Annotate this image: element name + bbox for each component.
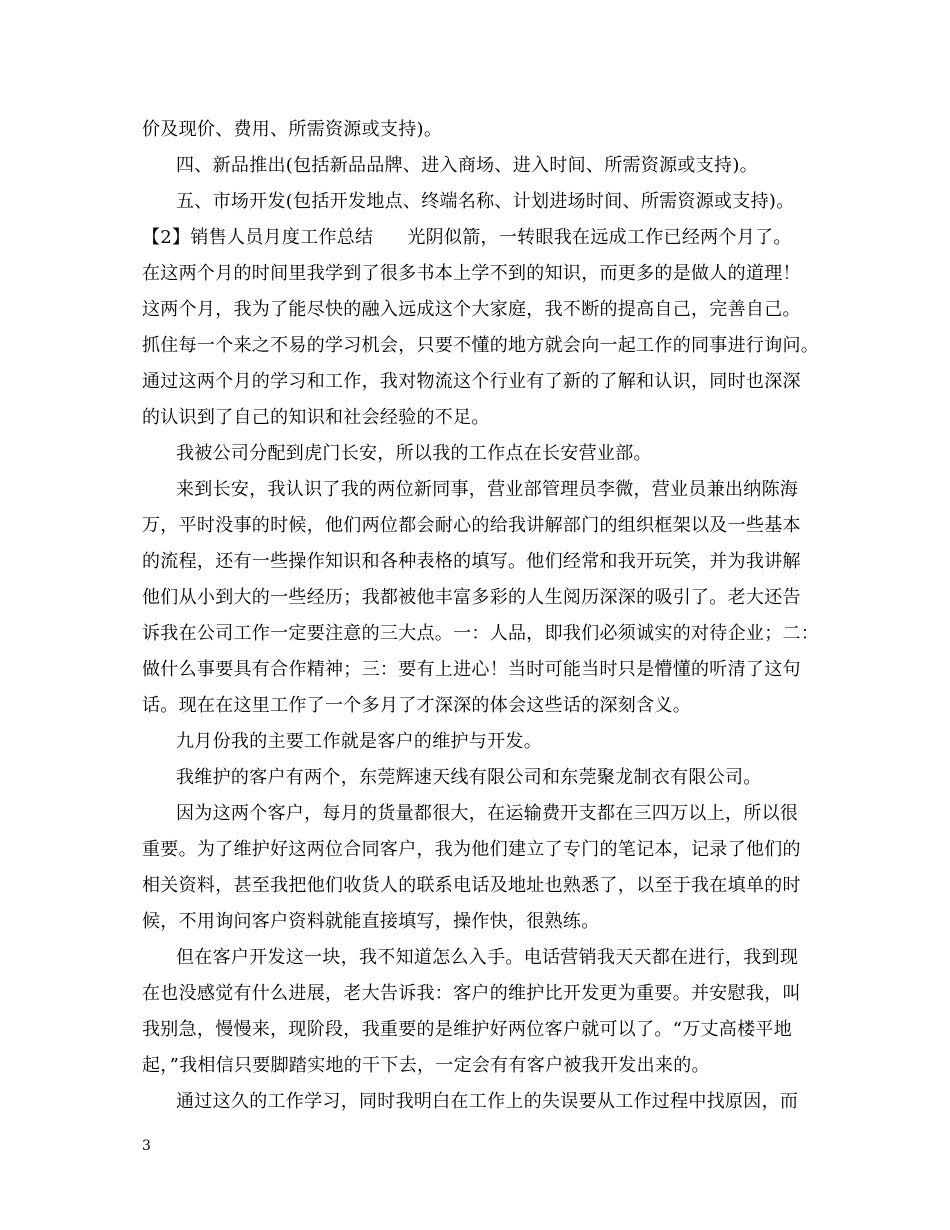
page-number: 3 [142,1138,151,1154]
text-line: 相关资料，甚至我把他们收货人的联系电话及地址也熟悉了，以至于我在填单的时 [142,875,801,896]
text-line: 通过这久的工作学习，同时我明白在工作上的失误要从工作过程中找原因，而 [176,1091,799,1112]
text-line: 在这两个月的时间里我学到了很多书本上学不到的知识，而更多的是做人的道理！ [142,263,801,284]
text-line: 但在客户开发这一块，我不知道怎么入手。电话营销我天天都在进行，我到现 [176,947,799,968]
text-line: 价及现价、费用、所需资源或支持)。 [142,119,443,140]
text-line: 在也没感觉有什么进展，老大告诉我：客户的维护比开发更为重要。并安慰我，叫 [142,983,801,1004]
text-line: 的认识到了自己的知识和社会经验的不足。 [142,407,490,428]
text-line: 四、新品推出(包括新品品牌、进入商场、进入时间、所需资源或支持)。 [176,155,758,176]
text-line: 重要。为了维护好这两位合同客户，我为他们建立了专门的笔记本，记录了他们的 [142,839,801,860]
section-heading-line [142,220,814,256]
text-line: 通过这两个月的学习和工作，我对物流这个行业有了新的了解和认识，同时也深深 [142,371,801,392]
text-line: 我被公司分配到虎门长安，所以我的工作点在长安营业部。 [176,443,652,464]
text-line: 五、市场开发(包括开发地点、终端名称、计划进场时间、所需资源或支持)。 [176,191,795,212]
document-body [142,112,820,1120]
text-line: 我维护的客户有两个，东莞辉速天线有限公司和东莞聚龙制衣有限公司。 [176,767,762,788]
text-line: 来到长安，我认识了我的两位新同事，营业部管理员李微，营业员兼出纳陈海 [176,479,799,500]
text-line: 起，”我相信只要脚踏实地的干下去，一定会有有客户被我开发出来的。 [142,1055,710,1076]
text-line: 做什么事要具有合作精神；三：要有上进心！当时可能当时只是懵懂的听清了这句 [142,659,801,680]
text-line: 这两个月，我为了能尽快的融入远成这个大家庭，我不断的提高自己，完善自己。 [142,299,801,320]
text-line: 九月份我的主要工作就是客户的维护与开发。 [176,731,542,752]
text-line: 抓住每一个来之不易的学习机会，只要不懂的地方就会向一起工作的同事进行询问。 [142,335,820,356]
text-line: 因为这两个客户，每月的货量都很大，在运输费开支都在三四万以上，所以很 [176,803,799,824]
text-line: 我别急，慢慢来，现阶段，我重要的是维护好两位客户就可以了。“万丈高楼平地 [142,1019,792,1040]
text-line: 万，平时没事的时候，他们两位都会耐心的给我讲解部门的组织框架以及一些基本 [142,515,801,536]
section-heading: 【2】销售人员月度工作总结 [142,227,374,248]
text-line: 话。现在在这里工作了一个多月了才深深的体会这些话的深刻含义。 [142,695,691,716]
text-line: 的流程，还有一些操作知识和各种表格的填写。他们经常和我开玩笑，并为我讲解 [142,551,801,572]
text-line: 候，不用询问客户资料就能直接填写，操作快，很熟练。 [142,911,600,932]
text-line: 他们从小到大的一些经历；我都被他丰富多彩的人生阅历深深的吸引了。老大还告 [142,587,801,608]
text-line: 诉我在公司工作一定要注意的三大点。一：人品，即我们必须诚实的对待企业；二： [142,623,820,644]
text-run: 光阴似箭，一转眼我在远成工作已经两个月了。 [407,227,792,248]
